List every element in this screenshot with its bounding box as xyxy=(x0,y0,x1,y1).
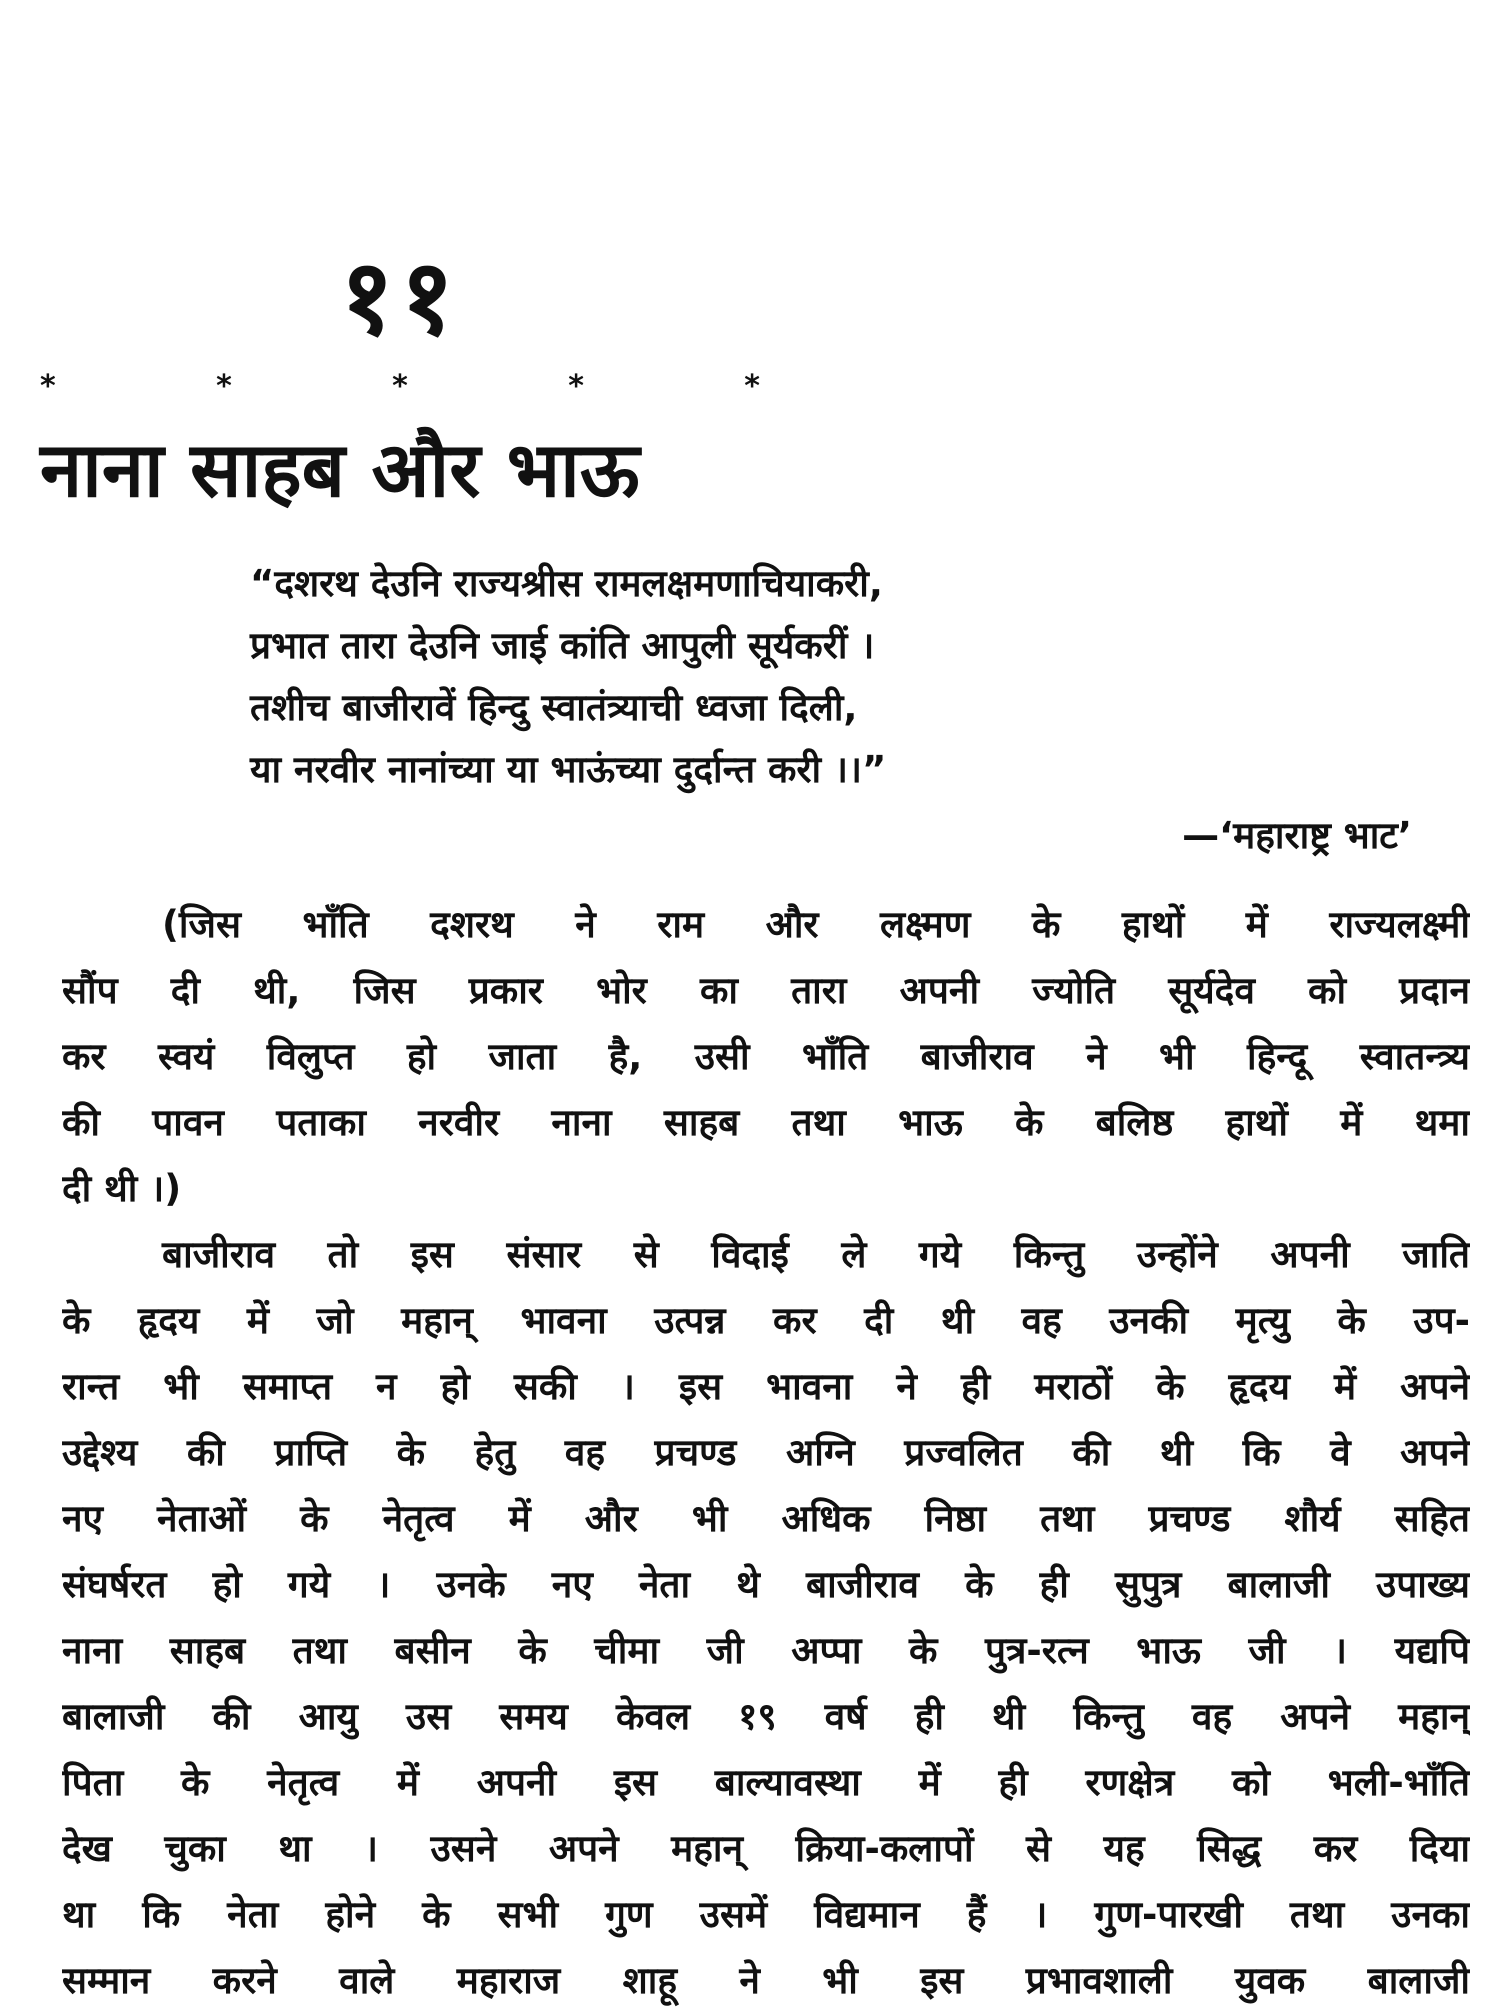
text-line: संघर्षरत हो गये । उनके नए नेता थे बाजीराव के ही सुपुत्र बालाजी उपाख्य xyxy=(62,1563,1470,1606)
verse-attribution: —‘महाराष्ट्र भाट’ xyxy=(1182,814,1412,857)
star-ornament: * xyxy=(392,369,408,404)
verse-line: तशीच बाजीरावें हिन्दु स्वातंत्र्याची ध्वजा दिली, xyxy=(250,686,858,729)
text-line: के हृदय में जो महान् भावना उत्पन्न कर दी थी वह उनकी मृत्यु के उप- xyxy=(62,1299,1470,1342)
text-line: बाजीराव तो इस संसार से विदाई ले गये किन्तु उन्होंने अपनी जाति xyxy=(162,1233,1470,1276)
verse-line: प्रभात तारा देउनि जाई कांति आपुली सूर्यकरीं । xyxy=(250,624,875,667)
body-text xyxy=(62,892,1470,2014)
chapter-number: ११ xyxy=(340,236,461,358)
star-ornament: * xyxy=(744,369,760,404)
text-line: सौंप दी थी, जिस प्रकार भोर का तारा अपनी ज्योति सूर्यदेव को प्रदान xyxy=(62,969,1470,1012)
translation-paragraph xyxy=(62,892,1470,1222)
star-ornament: * xyxy=(568,369,584,404)
text-line: नए नेताओं के नेतृत्व में और भी अधिक निष्ठा तथा प्रचण्ड शौर्य सहित xyxy=(62,1497,1470,1540)
text-line: की पावन पताका नरवीर नाना साहब तथा भाऊ के बलिष्ठ हाथों में थमा xyxy=(62,1101,1470,1144)
text-line: पिता के नेतृत्व में अपनी इस बाल्यावस्था में ही रणक्षेत्र को भली-भाँति xyxy=(62,1761,1470,1804)
star-ornament-row xyxy=(40,369,760,404)
star-ornament: * xyxy=(216,369,232,404)
chapter-title: नाना साहब और भाऊ xyxy=(40,425,640,514)
text-line: (जिस भाँति दशरथ ने राम और लक्ष्मण के हाथों में राज्यलक्ष्मी xyxy=(162,903,1470,946)
text-line: रान्त भी समाप्त न हो सकी । इस भावना ने ही मराठों के हृदय में अपने xyxy=(62,1365,1470,1408)
star-ornament: * xyxy=(40,369,56,404)
text-line: उद्देश्य की प्राप्ति के हेतु वह प्रचण्ड अग्नि प्रज्वलित की थी कि वे अपने xyxy=(62,1431,1470,1474)
verse-line: या नरवीर नानांच्या या भाऊंच्या दुर्दान्त करी ।।” xyxy=(250,748,887,791)
epigraph-verse xyxy=(250,553,1290,801)
verse-line: “दशरथ देउनि राज्यश्रीस रामलक्षमणाचियाकरी, xyxy=(250,562,883,605)
text-line: नाना साहब तथा बसीन के चीमा जी अप्पा के पुत्र-रत्न भाऊ जी । यद्यपि xyxy=(62,1629,1470,1672)
text-line: था कि नेता होने के सभी गुण उसमें विद्यमान हैं । गुण-पारखी तथा उनका xyxy=(62,1893,1470,1936)
text-line: दी थी ।) xyxy=(62,1167,182,1210)
body-paragraph xyxy=(62,1222,1470,2014)
text-line: बालाजी की आयु उस समय केवल १९ वर्ष ही थी किन्तु वह अपने महान् xyxy=(62,1695,1470,1738)
text-line: कर स्वयं विलुप्त हो जाता है, उसी भाँति बाजीराव ने भी हिन्दू स्वातन्त्र्य xyxy=(62,1035,1470,1078)
text-line: देख चुका था । उसने अपने महान् क्रिया-कलापों से यह सिद्ध कर दिया xyxy=(62,1827,1470,1870)
text-line: सम्मान करने वाले महाराज शाहू ने भी इस प्रभावशाली युवक बालाजी xyxy=(62,1959,1470,2002)
